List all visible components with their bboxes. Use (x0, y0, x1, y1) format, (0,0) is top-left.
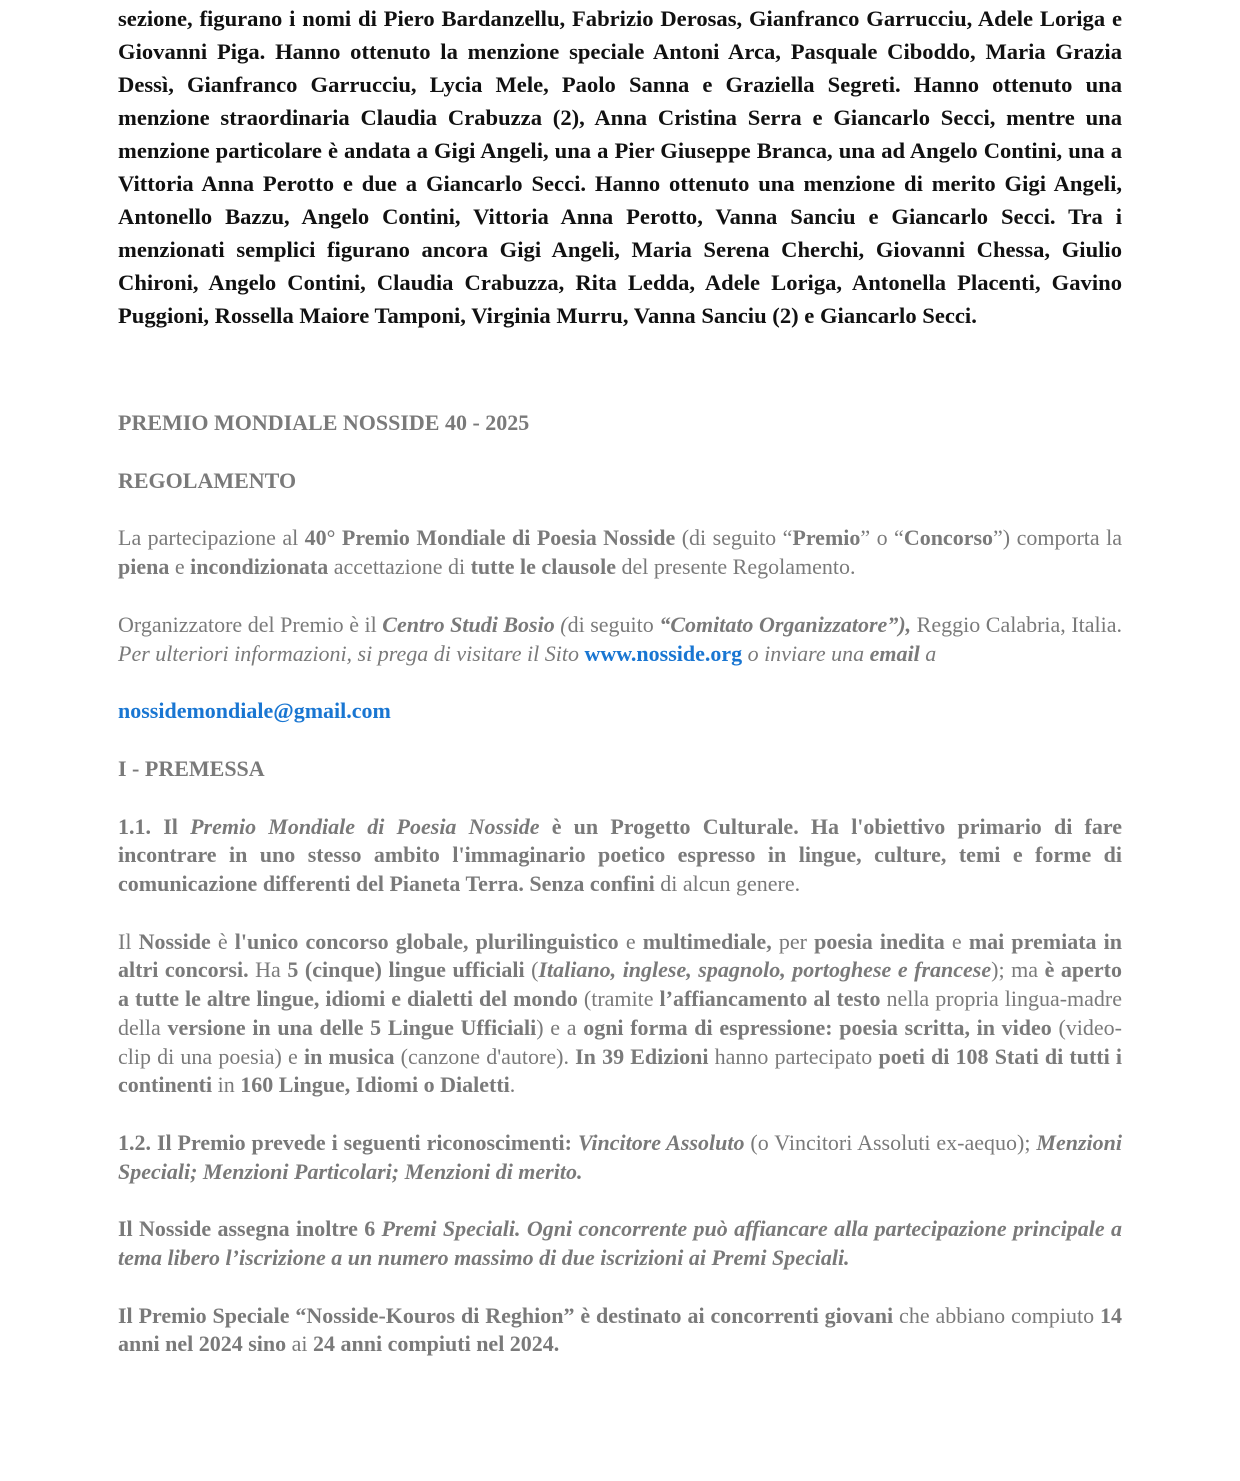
paragraph-1-2 (118, 1129, 1122, 1186)
bold-run: multimediale, (642, 928, 772, 954)
text-run: (video-clip di una poesia) e (118, 1014, 1123, 1069)
bold-run: 40° Premio Mondiale di Poesia Nosside (304, 525, 676, 551)
bold-run: piena (118, 554, 170, 580)
paragraph-nosside (118, 928, 1122, 1100)
text-run: (di seguito “ (675, 525, 793, 551)
paragraph-kouros (118, 1302, 1122, 1359)
section-heading-premessa: I - PREMESSA (118, 755, 265, 781)
paragraph-partecipazione (118, 524, 1122, 581)
bold-run: tutte le clausole (470, 554, 616, 580)
italic-run: o inviare una (742, 640, 870, 666)
bold-run: mai premiata in altri concorsi. (118, 928, 1123, 983)
text-run: ai (286, 1331, 313, 1357)
text-run: ( (524, 957, 539, 983)
text-run: e (169, 554, 191, 580)
bold-run: 1.1. Il (118, 813, 191, 839)
italic-run: Per ulteriori informazioni, si prega di visitare il Sito (118, 640, 585, 666)
text-run: che abbiano compiuto (893, 1302, 1101, 1328)
bold-run: incondizionata (190, 554, 329, 580)
italic-run: ( (554, 611, 568, 637)
bold-run: In 39 Edizioni (575, 1043, 709, 1069)
text-run: hanno partecipato (708, 1043, 879, 1069)
bold-run: 24 anni compiuti nel 2024. (313, 1331, 560, 1357)
bold-run: 160 Lingue, Idiomi o Dialetti (240, 1072, 510, 1098)
email-link[interactable]: nossidemondiale@gmail.com (118, 698, 391, 724)
bold-italic-run: email (869, 640, 920, 666)
bold-italic-run: Italiano, inglese, spagnolo, portoghese e francese (538, 957, 992, 983)
bold-italic-run: “Comitato Organizzatore”), (659, 611, 912, 637)
text-run: di seguito (567, 611, 660, 637)
bold-run: Il Premio Speciale “Nosside-Kouros di Reghion” è destinato ai concorrenti giovani (118, 1302, 894, 1328)
text-run: del presente Regolamento. (615, 554, 856, 580)
text-run: . (509, 1072, 516, 1098)
bold-italic-run: Vincitore Assoluto (577, 1129, 745, 1155)
bold-run: poesia inedita (814, 928, 945, 954)
text-run: di alcun genere. (654, 871, 801, 897)
paragraph-1-1 (118, 813, 1122, 899)
intro-paragraph: sezione, figurano i nomi di Piero Bardanzellu, Fabrizio Derosas, Gianfranco Garrucciu, Adele Loriga e Giovanni Piga. Hanno ottenuto la menzione speciale Antoni Arca, Pasquale Ciboddo, Maria Grazia Dessì, Gianfranco Garrucciu, Lycia Mele, Paolo Sanna e Graziella Segreti. Hanno ottenuto una menzione straordinaria Claudia Crabuzza (2), Anna Cristina Serra e Giancarlo Secci, mentre una menzione particolare è andata a Gigi Angeli, una a Pier Giuseppe Branca, una ad Angelo Contini, una a Vittoria Anna Perotto e due a Giancarlo Secci. Hanno ottenuto una menzione di merito Gigi Angeli, Antonello Bazzu, Angelo Contini, Vittoria Anna Perotto, Vanna Sanciu e Giancarlo Secci. Tra i menzionati semplici figurano ancora Gigi Angeli, Maria Serena Cherchi, Giovanni Chessa, Giulio Chironi, Angelo Contini, Claudia Crabuzza, Rita Ledda, Adele Loriga, Antonella Placenti, Gavino Puggioni, Rossella Maiore Tamponi, Virginia Murru, Vanna Sanciu (2) e Giancarlo Secci. (118, 6, 1122, 328)
bold-run: Nosside (138, 928, 211, 954)
bold-italic-run: Premio Mondiale di Poesia Nosside (190, 813, 540, 839)
text-run: ); ma (991, 957, 1045, 983)
text-run: (canzone d'autore). (394, 1043, 576, 1069)
paragraph-organizzatore (118, 611, 1122, 668)
bold-run: l'unico concorso globale, plurilinguistico (234, 928, 619, 954)
text-run: Organizzatore del Premio è il (118, 611, 383, 637)
text-run: per (771, 928, 815, 954)
bold-italic-run: Premi Speciali. Ogni concorrente può affiancare alla partecipazione principale a tema libero l’iscrizione a un numero massimo di due iscrizioni ai Premi Speciali. (118, 1216, 1122, 1271)
bold-run: 1.2. Il Premio prevede i seguenti riconoscimenti: (118, 1129, 578, 1155)
bold-run: 14 anni nel 2024 sino (118, 1302, 1123, 1357)
italic-run: a (919, 640, 937, 666)
paragraph-premi-speciali (118, 1215, 1122, 1272)
text-run: Reggio Calabria, Italia. (911, 611, 1123, 637)
text-run: ” o “ (860, 525, 904, 551)
bold-run: è aperto a tutte le altre lingue, idiomi e dialetti del mondo (118, 957, 1122, 1012)
bold-run: Concorso (903, 525, 994, 551)
bold-run: Premio (792, 525, 861, 551)
text-run: (tramite (577, 986, 660, 1012)
bold-run: l’affiancamento al testo (659, 986, 881, 1012)
text-run: è (210, 928, 235, 954)
bold-run: ogni forma di espressione: poesia scritta, in video (583, 1014, 1052, 1040)
bold-run: 5 (cinque) lingue ufficiali (287, 957, 525, 983)
text-run: e (618, 928, 643, 954)
bold-italic-run: Menzioni Speciali; Menzioni Particolari; Menzioni di merito. (118, 1129, 1122, 1184)
email-paragraph (118, 697, 1122, 726)
text-run: e (944, 928, 969, 954)
bold-run: è un Progetto Culturale. Ha l'obiettivo primario di fare incontrare in uno stesso ambito l'immaginario poetico espresso in lingue, culture, temi e forme di comunicazione differenti del Pianeta Terra. Senza confini (118, 813, 1123, 897)
document-subtitle: REGOLAMENTO (118, 467, 297, 493)
text-run: in (212, 1072, 241, 1098)
text-run: ) e a (536, 1014, 584, 1040)
text-run: nella propria lingua-madre della (118, 986, 1122, 1040)
bold-run: poeti di 108 Stati di tutti i continenti (118, 1043, 1122, 1098)
text-run: (o Vincitori Assoluti ex-aequo); (744, 1129, 1037, 1155)
website-link[interactable]: www.nosside.org (584, 640, 743, 666)
bold-run: versione in una delle 5 Lingue Ufficiali (167, 1014, 537, 1040)
document-title: PREMIO MONDIALE NOSSIDE 40 - 2025 (118, 410, 530, 435)
bold-run: in musica (303, 1043, 395, 1069)
text-run: Ha (248, 957, 288, 983)
text-run: Il (118, 928, 139, 954)
text-run: accettazione di (328, 554, 471, 580)
text-run: La partecipazione al (118, 525, 305, 551)
bold-italic-run: Centro Studi Bosio (382, 611, 555, 637)
bold-run: Il Nosside assegna inoltre 6 (118, 1216, 382, 1242)
text-run: ”) comporta la (993, 525, 1122, 551)
